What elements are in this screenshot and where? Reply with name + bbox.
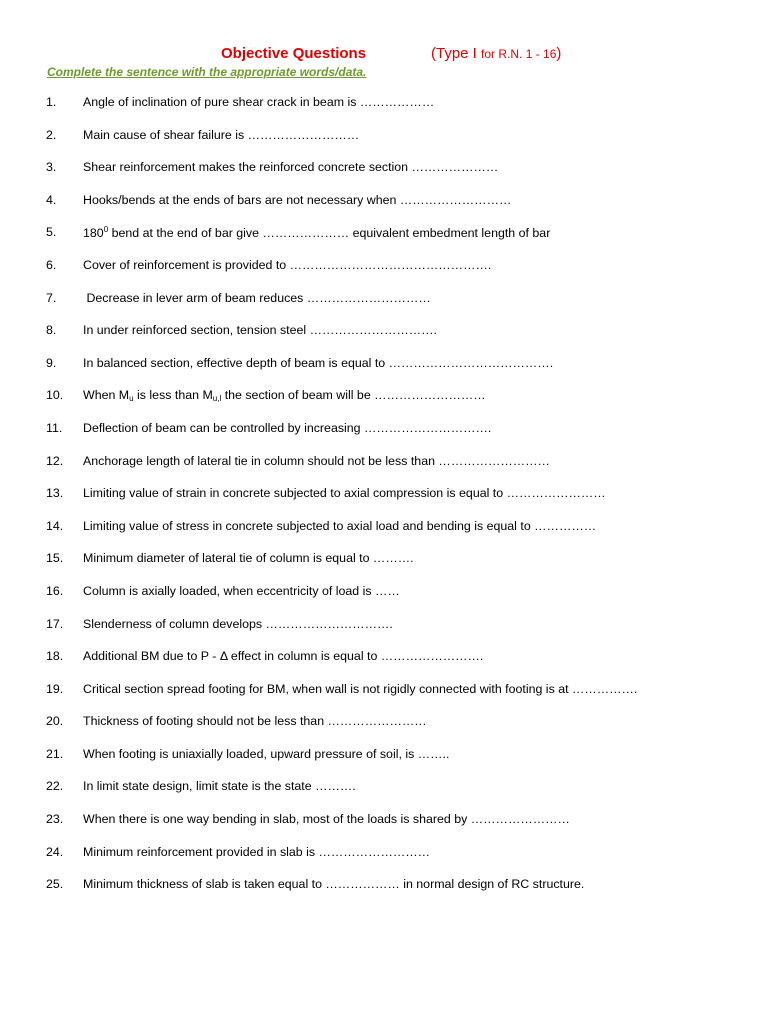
question-number: 3. (46, 160, 57, 175)
question-item (0, 421, 768, 454)
type-close: ) (556, 45, 562, 62)
question-text-middle: is less than M (133, 388, 213, 403)
question-number: 11. (46, 420, 63, 435)
question-number: 21. (46, 746, 64, 761)
question-text: Shear reinforcement makes the reinforced concrete section ………………… (83, 160, 499, 175)
question-number: 4. (46, 192, 57, 207)
degree-superscript: 0 (103, 225, 109, 235)
question-number: 25. (46, 877, 64, 892)
question-number: 7. (46, 290, 57, 305)
question-item (0, 388, 768, 421)
page-title: Objective Questions (221, 45, 367, 62)
question-item (0, 323, 768, 356)
question-item (0, 812, 768, 845)
question-item (0, 486, 768, 519)
question-text: In balanced section, effective depth of beam is equal to …………………………………. (83, 355, 554, 370)
question-item (0, 779, 768, 812)
question-text: In under reinforced section, tension steel …………………………. (83, 323, 437, 338)
question-text: Angle of inclination of pure shear crack in beam is ……………… (83, 95, 435, 109)
question-text: Minimum diameter of lateral tie of column is equal to ………. (83, 551, 414, 566)
type-open: (Type I (431, 45, 482, 62)
question-number: 20. (46, 714, 64, 729)
question-text: When footing is uniaxially loaded, upward pressure of soil, is …….. (83, 746, 450, 761)
question-text-rest: the section of beam will be ……………………… (221, 388, 486, 403)
question-text: Cover of reinforcement is provided to …………………………………………. (83, 257, 492, 272)
question-number: 1. (46, 95, 57, 109)
question-text (83, 388, 486, 403)
question-text: Slenderness of column develops …………………………. (83, 616, 393, 631)
question-text: When there is one way bending in slab, most of the loads is shared by …………………… (83, 812, 570, 827)
question-number: 6. (46, 257, 57, 272)
question-text: Limiting value of strain in concrete subjected to axial compression is equal to …………………… (83, 486, 606, 501)
question-number: 5. (46, 225, 57, 240)
question-text: Thickness of footing should not be less than …………………… (83, 714, 427, 729)
question-text: Decrease in lever arm of beam reduces ………………………… (83, 290, 431, 305)
question-text: Minimum thickness of slab is taken equal to ……………… in normal design of RC structure. (83, 877, 585, 892)
instruction-text: Complete the sentence with the appropriate words/data. (47, 65, 367, 79)
question-number: 24. (46, 844, 64, 859)
question-number: 17. (46, 616, 64, 631)
question-text-rest: bend at the end of bar give ………………… equivalent embedment length of bar (108, 226, 551, 241)
question-item (0, 225, 768, 258)
question-number: 14. (46, 518, 64, 533)
question-text: Critical section spread footing for BM, when wall is not rigidly connected with footing is at ……………. (83, 681, 638, 696)
question-item (0, 291, 768, 324)
question-text: Main cause of shear failure is ……………………… (83, 127, 360, 142)
moment-subscript: u (129, 394, 134, 404)
question-number: 22. (46, 779, 64, 794)
question-item (0, 714, 768, 747)
question-number: 13. (46, 486, 64, 501)
question-item (0, 649, 768, 682)
question-text: Anchorage length of lateral tie in column should not be less than ……………………… (83, 453, 550, 468)
question-item (0, 160, 768, 193)
question-item (0, 617, 768, 650)
title-line (0, 45, 768, 65)
question-number: 19. (46, 681, 64, 696)
question-number: 2. (46, 127, 57, 142)
question-number: 10. (46, 388, 64, 403)
question-number: 8. (46, 323, 57, 338)
question-item (0, 845, 768, 878)
degree-value: 180 (83, 226, 104, 241)
question-text: Additional BM due to P - Δ effect in column is equal to ……………………. (83, 649, 484, 664)
question-item (0, 454, 768, 487)
question-text (83, 225, 550, 240)
question-list (0, 95, 768, 910)
question-text-start: When M (83, 388, 130, 403)
question-number: 16. (46, 583, 64, 598)
type-roll-numbers: for R.N. 1 - 16 (481, 47, 557, 61)
question-item (0, 682, 768, 715)
question-item (0, 95, 768, 128)
question-number: 18. (46, 649, 64, 664)
question-item (0, 193, 768, 226)
question-item (0, 877, 768, 910)
limit-moment-subscript: u,l (212, 394, 222, 404)
question-item (0, 519, 768, 552)
question-text: Column is axially loaded, when eccentricity of load is …… (83, 583, 400, 598)
question-item (0, 128, 768, 161)
question-item (0, 356, 768, 389)
question-text: Deflection of beam can be controlled by increasing …………………………. (83, 420, 492, 435)
question-item (0, 551, 768, 584)
question-number: 12. (46, 453, 64, 468)
question-item (0, 584, 768, 617)
question-number: 15. (46, 551, 64, 566)
question-text: In limit state design, limit state is the state ………. (83, 779, 356, 794)
question-text: Limiting value of stress in concrete subjected to axial load and bending is equal to …………… (83, 518, 597, 533)
question-item (0, 747, 768, 780)
question-number: 9. (46, 355, 57, 370)
question-item (0, 258, 768, 291)
type-label (431, 45, 561, 62)
question-text: Hooks/bends at the ends of bars are not necessary when ……………………… (83, 192, 512, 207)
question-text: Minimum reinforcement provided in slab is ……………………… (83, 844, 431, 859)
question-number: 23. (46, 812, 64, 827)
